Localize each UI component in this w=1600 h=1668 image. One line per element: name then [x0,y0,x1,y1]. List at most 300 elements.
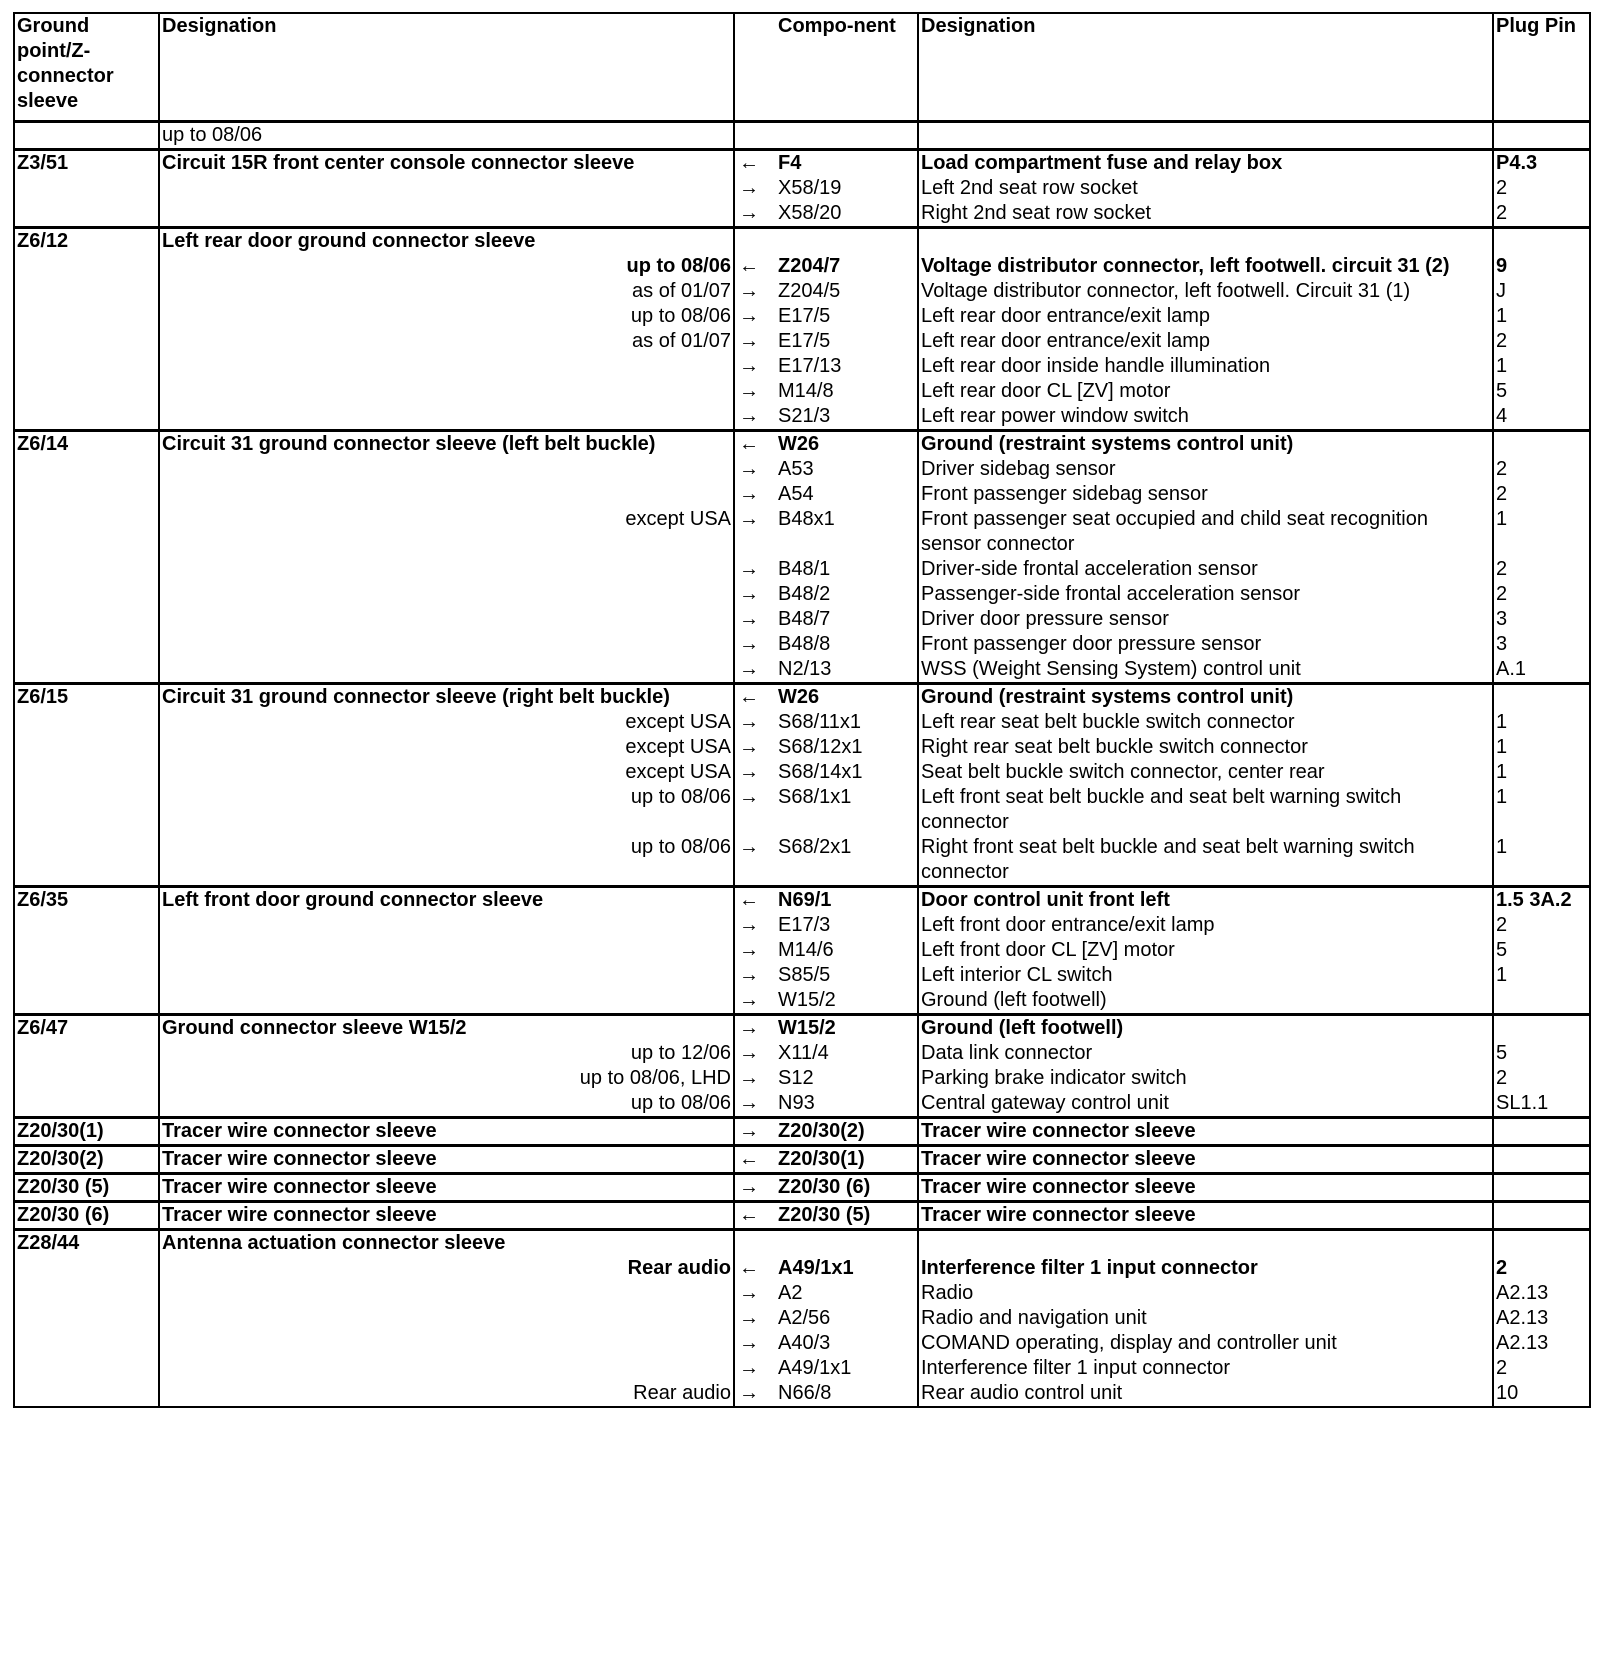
designation-cell [159,785,734,835]
plug-pin-cell: 1 [1493,354,1590,379]
designation-cell [159,507,734,557]
component-cell: N93 [778,1091,918,1118]
ground-point-cell [14,557,159,582]
direction-arrow-icon: → [734,557,778,582]
component-designation-cell: Voltage distributor connector, left footwell. circuit 31 (2) [918,254,1493,279]
direction-arrow-icon: → [734,1041,778,1066]
header-direction [734,13,778,122]
component-designation-cell: Ground (left footwell) [918,1015,1493,1042]
plug-pin-cell: SL1.1 [1493,1091,1590,1118]
table-row [14,329,1590,354]
ground-point-cell [14,1066,159,1091]
component-designation-cell: Interference filter 1 input connector [918,1356,1493,1381]
component-designation-cell: Passenger-side frontal acceleration sensor [918,582,1493,607]
table-row [14,684,1590,711]
plug-pin-cell: 1 [1493,304,1590,329]
plug-pin-cell: 5 [1493,1041,1590,1066]
component-designation-cell: Door control unit front left [918,887,1493,914]
header-ground-point: Ground point/Z-connector sleeve [14,13,159,122]
ground-point-cell [14,201,159,228]
ground-point-cell [14,329,159,354]
table-row [14,457,1590,482]
component-designation-cell: Left rear door entrance/exit lamp [918,304,1493,329]
designation-text: Tracer wire connector sleeve [162,1204,437,1226]
direction-arrow-icon: → [734,176,778,201]
ground-point-cell [14,379,159,404]
ground-point-cell [14,1041,159,1066]
component-cell: E17/5 [778,329,918,354]
direction-arrow-icon [734,1230,778,1257]
component-designation-cell: Tracer wire connector sleeve [918,1118,1493,1146]
direction-arrow-icon: → [734,279,778,304]
designation-cell [159,835,734,887]
ground-point-table [13,12,1591,1408]
ground-point-cell [14,938,159,963]
plug-pin-cell: 2 [1493,557,1590,582]
condition-text: up to 08/06 [630,305,731,327]
component-cell: X11/4 [778,1041,918,1066]
direction-arrow-icon: → [734,354,778,379]
designation-cell [159,1256,734,1281]
component-designation-cell: Load compartment fuse and relay box [918,150,1493,177]
plug-pin-cell: 3 [1493,607,1590,632]
component-designation-cell: Front passenger sidebag sensor [918,482,1493,507]
table-row [14,710,1590,735]
component-cell: E17/13 [778,354,918,379]
component-cell: Z20/30 (6) [778,1174,918,1202]
plug-pin-cell: 1 [1493,785,1590,835]
header-component-designation: Designation [918,13,1493,122]
plug-pin-cell: 2 [1493,457,1590,482]
direction-arrow-icon: → [734,1306,778,1331]
plug-pin-cell: 10 [1493,1381,1590,1407]
ground-point-cell [14,1256,159,1281]
designation-cell [159,176,734,201]
component-designation-cell: Left rear seat belt buckle switch connector [918,710,1493,735]
direction-arrow-icon: → [734,1091,778,1118]
table-row [14,176,1590,201]
condition-text: up to 08/06 [630,1092,731,1114]
designation-cell [159,122,734,150]
table-row [14,760,1590,785]
designation-text: Circuit 15R front center console connector sleeve [162,152,635,174]
designation-cell [159,1041,734,1066]
designation-cell [159,684,734,711]
plug-pin-cell: A2.13 [1493,1281,1590,1306]
designation-text: Ground connector sleeve W15/2 [162,1017,467,1039]
condition-text: Rear audio [627,1257,731,1279]
component-cell: B48/2 [778,582,918,607]
table-row [14,835,1590,887]
component-cell: Z204/5 [778,279,918,304]
component-cell: W15/2 [778,988,918,1015]
header-plug-pin: Plug Pin [1493,13,1590,122]
plug-pin-cell [1493,1230,1590,1257]
table-row [14,1281,1590,1306]
designation-cell [159,482,734,507]
direction-arrow-icon: → [734,1356,778,1381]
plug-pin-cell [1493,1015,1590,1042]
condition-text: except USA [625,711,731,733]
table-row [14,735,1590,760]
component-designation-cell [918,1230,1493,1257]
ground-point-cell [14,835,159,887]
direction-arrow-icon: → [734,632,778,657]
ground-point-cell [14,607,159,632]
component-designation-cell: Left rear door CL [ZV] motor [918,379,1493,404]
component-cell: S68/14x1 [778,760,918,785]
component-designation-cell: Left 2nd seat row socket [918,176,1493,201]
direction-arrow-icon: → [734,201,778,228]
designation-cell [159,304,734,329]
table-row [14,1118,1590,1146]
designation-text: Antenna actuation connector sleeve [162,1232,506,1254]
table-row [14,150,1590,177]
designation-cell [159,329,734,354]
component-cell: W26 [778,684,918,711]
table-row [14,254,1590,279]
designation-cell [159,1306,734,1331]
component-cell: A53 [778,457,918,482]
table-row [14,1174,1590,1202]
designation-cell [159,1091,734,1118]
direction-arrow-icon: → [734,482,778,507]
direction-arrow-icon: → [734,1066,778,1091]
direction-arrow-icon: ← [734,150,778,177]
header-designation: Designation [159,13,734,122]
component-cell: X58/19 [778,176,918,201]
plug-pin-cell: A.1 [1493,657,1590,684]
table-row [14,122,1590,150]
direction-arrow-icon: → [734,457,778,482]
direction-arrow-icon: → [734,507,778,557]
designation-cell [159,988,734,1015]
component-cell: B48/7 [778,607,918,632]
plug-pin-cell: 5 [1493,379,1590,404]
designation-cell [159,457,734,482]
plug-pin-cell: 2 [1493,1356,1590,1381]
component-designation-cell: Radio and navigation unit [918,1306,1493,1331]
component-designation-cell: Tracer wire connector sleeve [918,1202,1493,1230]
table-row [14,507,1590,557]
ground-point-cell [14,482,159,507]
component-cell: A2/56 [778,1306,918,1331]
component-cell: A40/3 [778,1331,918,1356]
ground-point-cell [14,632,159,657]
table-row [14,1041,1590,1066]
plug-pin-cell: 2 [1493,1256,1590,1281]
direction-arrow-icon: → [734,1015,778,1042]
plug-pin-cell: 5 [1493,938,1590,963]
ground-point-cell [14,710,159,735]
ground-point-cell [14,176,159,201]
table-row [14,1230,1590,1257]
designation-cell [159,1331,734,1356]
direction-arrow-icon: → [734,710,778,735]
table-row [14,1306,1590,1331]
plug-pin-cell: 1.5 3A.2 [1493,887,1590,914]
component-designation-cell: WSS (Weight Sensing System) control unit [918,657,1493,684]
condition-text: up to 12/06 [630,1042,731,1064]
component-designation-cell: Right 2nd seat row socket [918,201,1493,228]
designation-cell [159,887,734,914]
table-row [14,632,1590,657]
component-cell [778,1230,918,1257]
ground-point-cell: Z6/15 [14,684,159,711]
direction-arrow-icon: → [734,938,778,963]
table-row [14,657,1590,684]
designation-cell [159,913,734,938]
component-cell: M14/6 [778,938,918,963]
condition-text: except USA [625,736,731,758]
ground-point-cell [14,760,159,785]
designation-cell [159,1230,734,1257]
ground-point-cell: Z28/44 [14,1230,159,1257]
plug-pin-cell [1493,1174,1590,1202]
component-designation-cell: Driver door pressure sensor [918,607,1493,632]
designation-cell [159,607,734,632]
plug-pin-cell: P4.3 [1493,150,1590,177]
direction-arrow-icon: → [734,329,778,354]
table-row [14,557,1590,582]
ground-point-cell [14,507,159,557]
component-cell [778,228,918,255]
component-designation-cell: Left rear door entrance/exit lamp [918,329,1493,354]
direction-arrow-icon: → [734,304,778,329]
component-cell: Z20/30(1) [778,1146,918,1174]
component-cell: W15/2 [778,1015,918,1042]
table-row [14,1066,1590,1091]
ground-point-cell [14,354,159,379]
component-cell: A2 [778,1281,918,1306]
designation-cell [159,404,734,431]
component-cell: A49/1x1 [778,1356,918,1381]
ground-point-cell: Z20/30(1) [14,1118,159,1146]
component-designation-cell: Driver-side frontal acceleration sensor [918,557,1493,582]
plug-pin-cell [1493,684,1590,711]
designation-cell [159,1146,734,1174]
condition-text: Rear audio [633,1382,731,1404]
component-designation-cell: Interference filter 1 input connector [918,1256,1493,1281]
component-designation-cell: Seat belt buckle switch connector, center rear [918,760,1493,785]
condition-text: up to 08/06 [626,255,731,277]
plug-pin-cell: 2 [1493,1066,1590,1091]
plug-pin-cell: A2.13 [1493,1331,1590,1356]
component-cell: S85/5 [778,963,918,988]
ground-point-cell [14,254,159,279]
condition-text: up to 08/06 [162,124,263,146]
designation-cell [159,1118,734,1146]
component-designation-cell: COMAND operating, display and controller unit [918,1331,1493,1356]
component-designation-cell: Ground (left footwell) [918,988,1493,1015]
component-cell: E17/5 [778,304,918,329]
direction-arrow-icon: → [734,379,778,404]
component-designation-cell: Ground (restraint systems control unit) [918,431,1493,458]
component-designation-cell: Data link connector [918,1041,1493,1066]
plug-pin-cell: 2 [1493,201,1590,228]
condition-text: except USA [625,761,731,783]
ground-point-cell [14,988,159,1015]
ground-point-cell [14,657,159,684]
ground-point-cell [14,963,159,988]
plug-pin-cell [1493,122,1590,150]
component-cell: N69/1 [778,887,918,914]
designation-cell [159,582,734,607]
component-cell: S12 [778,1066,918,1091]
ground-point-cell [14,1306,159,1331]
direction-arrow-icon: → [734,1281,778,1306]
ground-point-cell [14,122,159,150]
table-row [14,1381,1590,1407]
direction-arrow-icon: ← [734,254,778,279]
plug-pin-cell: 9 [1493,254,1590,279]
component-cell: W26 [778,431,918,458]
ground-point-cell [14,1356,159,1381]
plug-pin-cell: 1 [1493,735,1590,760]
designation-cell [159,1202,734,1230]
designation-cell [159,557,734,582]
component-designation-cell: Left rear door inside handle illumination [918,354,1493,379]
plug-pin-cell: 4 [1493,404,1590,431]
direction-arrow-icon: → [734,404,778,431]
table-row [14,1356,1590,1381]
direction-arrow-icon: ← [734,1256,778,1281]
plug-pin-cell [1493,988,1590,1015]
ground-point-cell [14,582,159,607]
designation-cell [159,657,734,684]
direction-arrow-icon: → [734,988,778,1015]
direction-arrow-icon [734,122,778,150]
table-row [14,228,1590,255]
table-row [14,785,1590,835]
direction-arrow-icon: ← [734,1202,778,1230]
ground-point-cell [14,1381,159,1407]
component-cell: S21/3 [778,404,918,431]
plug-pin-cell: 2 [1493,176,1590,201]
direction-arrow-icon: → [734,1331,778,1356]
component-designation-cell: Ground (restraint systems control unit) [918,684,1493,711]
condition-text: as of 01/07 [632,280,731,302]
component-cell [778,122,918,150]
component-cell: B48x1 [778,507,918,557]
table-row [14,201,1590,228]
table-row [14,607,1590,632]
designation-cell [159,760,734,785]
component-designation-cell: Central gateway control unit [918,1091,1493,1118]
component-designation-cell: Right rear seat belt buckle switch connector [918,735,1493,760]
plug-pin-cell: 1 [1493,760,1590,785]
direction-arrow-icon: ← [734,1146,778,1174]
table-row [14,1202,1590,1230]
direction-arrow-icon: ← [734,887,778,914]
direction-arrow-icon: → [734,785,778,835]
designation-text: Circuit 31 ground connector sleeve (left belt buckle) [162,433,656,455]
table-row [14,304,1590,329]
designation-cell [159,1381,734,1407]
ground-point-cell [14,785,159,835]
designation-cell [159,1174,734,1202]
direction-arrow-icon: → [734,913,778,938]
direction-arrow-icon: → [734,657,778,684]
component-designation-cell: Parking brake indicator switch [918,1066,1493,1091]
table-row [14,404,1590,431]
table-row [14,913,1590,938]
ground-point-cell [14,735,159,760]
plug-pin-cell: 2 [1493,582,1590,607]
designation-cell [159,254,734,279]
table-row [14,354,1590,379]
plug-pin-cell: 2 [1493,913,1590,938]
component-designation-cell: Voltage distributor connector, left footwell. Circuit 31 (1) [918,279,1493,304]
designation-cell [159,1066,734,1091]
ground-point-cell: Z6/14 [14,431,159,458]
plug-pin-cell [1493,1118,1590,1146]
component-cell: A54 [778,482,918,507]
direction-arrow-icon: → [734,835,778,887]
ground-point-cell: Z6/12 [14,228,159,255]
condition-text: up to 08/06, LHD [579,1067,731,1089]
component-designation-cell: Tracer wire connector sleeve [918,1174,1493,1202]
designation-cell [159,201,734,228]
direction-arrow-icon: → [734,607,778,632]
component-cell: S68/2x1 [778,835,918,887]
condition-text: up to 08/06 [630,836,731,858]
component-designation-cell: Front passenger seat occupied and child seat recognition sensor connector [918,507,1493,557]
header-component: Compo-nent [778,13,918,122]
ground-point-cell: Z6/47 [14,1015,159,1042]
component-designation-cell: Tracer wire connector sleeve [918,1146,1493,1174]
designation-cell [159,354,734,379]
designation-cell [159,150,734,177]
ground-point-cell [14,913,159,938]
designation-cell [159,1015,734,1042]
ground-point-cell: Z20/30 (6) [14,1202,159,1230]
designation-text: Tracer wire connector sleeve [162,1176,437,1198]
component-cell: N66/8 [778,1381,918,1407]
component-designation-cell: Left interior CL switch [918,963,1493,988]
condition-text: as of 01/07 [632,330,731,352]
component-designation-cell: Front passenger door pressure sensor [918,632,1493,657]
ground-point-cell [14,404,159,431]
designation-cell [159,735,734,760]
designation-text: Tracer wire connector sleeve [162,1148,437,1170]
table-header-row [14,13,1590,122]
designation-cell [159,379,734,404]
component-cell: M14/8 [778,379,918,404]
plug-pin-cell [1493,431,1590,458]
component-cell: S68/12x1 [778,735,918,760]
direction-arrow-icon: → [734,735,778,760]
component-cell: F4 [778,150,918,177]
designation-cell [159,228,734,255]
plug-pin-cell [1493,1146,1590,1174]
plug-pin-cell [1493,228,1590,255]
designation-cell [159,938,734,963]
direction-arrow-icon [734,228,778,255]
component-cell: E17/3 [778,913,918,938]
plug-pin-cell: 1 [1493,963,1590,988]
table-row [14,379,1590,404]
direction-arrow-icon: → [734,963,778,988]
table-row [14,1015,1590,1042]
ground-point-cell [14,1281,159,1306]
table-row [14,279,1590,304]
component-cell: A49/1x1 [778,1256,918,1281]
plug-pin-cell: 1 [1493,835,1590,887]
component-cell: X58/20 [778,201,918,228]
designation-text: Circuit 31 ground connector sleeve (right belt buckle) [162,686,670,708]
component-designation-cell: Right front seat belt buckle and seat belt warning switch connector [918,835,1493,887]
